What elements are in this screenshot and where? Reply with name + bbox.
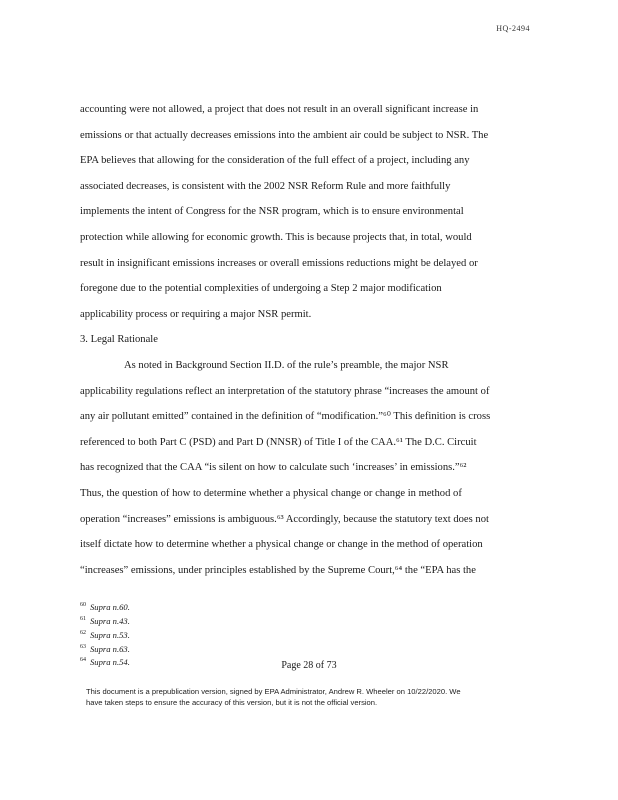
paragraph-line: has recognized that the CAA “is silent on how to calculate such ‘increases’ in emissions.”⁶² [80, 462, 467, 474]
footnote-text: Supra n.54. [90, 657, 130, 668]
main-text [80, 97, 540, 583]
paragraph-line: itself dictate how to determine whether a physical change or change in the method of operation [80, 539, 483, 551]
footnote [80, 599, 130, 613]
document-id: HQ-2494 [496, 24, 530, 33]
footnote-number: 61 [80, 615, 86, 622]
paragraph-line: any air pollutant emitted” contained in the definition of “modification.”⁶⁰ This definition is cross [80, 411, 491, 423]
footnote-number: 60 [80, 602, 86, 608]
paragraph-line: operation “increases” emissions is ambiguous.⁶³ Accordingly, because the statutory text does not [80, 513, 489, 525]
footnote-text: Supra n.60. [90, 601, 130, 612]
body-line: applicability process or requiring a major NSR permit. [80, 308, 312, 320]
section-heading: 3. Legal Rationale [80, 334, 158, 346]
footnote-number: 64 [80, 657, 86, 664]
footnote-number: 62 [80, 629, 86, 636]
body-line: protection while allowing for economic growth. This is because projects that, in total, would [80, 231, 472, 243]
paragraph-line: applicability regulations reflect an interpretation of the statutory phrase “increases the amount of [80, 385, 490, 397]
footnote-text: Supra n.63. [90, 643, 130, 654]
page-number: Page 28 of 73 [281, 660, 337, 671]
disclaimer-line: have taken steps to ensure the accuracy of this version, but it is not the official version. [86, 698, 378, 707]
paragraph-line: As noted in Background Section II.D. of the rule’s preamble, the major NSR [124, 359, 449, 371]
body-line: associated decreases, is consistent with the 2002 NSR Reform Rule and more faithfully [80, 180, 451, 192]
footnote [80, 613, 130, 627]
body-line: accounting were not allowed, a project that does not result in an overall significant increase in [80, 104, 479, 115]
paragraph-line: referenced to both Part C (PSD) and Part D (NNSR) of Title I of the CAA.⁶¹ The D.C. Circuit [80, 436, 477, 448]
footnote-text: Supra n.53. [90, 629, 130, 640]
paragraph-line: Thus, the question of how to determine whether a physical change or change in method of [80, 487, 462, 499]
footnote-number: 63 [80, 643, 86, 650]
footnote [80, 641, 130, 655]
body-line: foregone due to the potential complexities of undergoing a Step 2 major modification [80, 283, 442, 295]
disclaimer-line: This document is a prepublication version, signed by EPA Administrator, Andrew R. Wheeler on 10/22/2020. We [86, 687, 461, 696]
body-line: EPA believes that allowing for the consideration of the full effect of a project, including any [80, 155, 470, 167]
body-line: emissions or that actually decreases emissions into the ambient air could be subject to NSR. The [80, 129, 489, 141]
body-line: implements the intent of Congress for the NSR program, which is to ensure environmental [80, 206, 464, 218]
footnotes [80, 599, 130, 668]
body-line: result in insignificant emissions increases or overall emissions reductions might be delayed or [80, 257, 478, 269]
prepublication-disclaimer [86, 686, 536, 708]
footnote-text: Supra n.43. [90, 615, 130, 626]
paragraph-line: “increases” emissions, under principles established by the Supreme Court,⁶⁴ the “EPA has the [80, 564, 476, 576]
footnote [80, 627, 130, 641]
